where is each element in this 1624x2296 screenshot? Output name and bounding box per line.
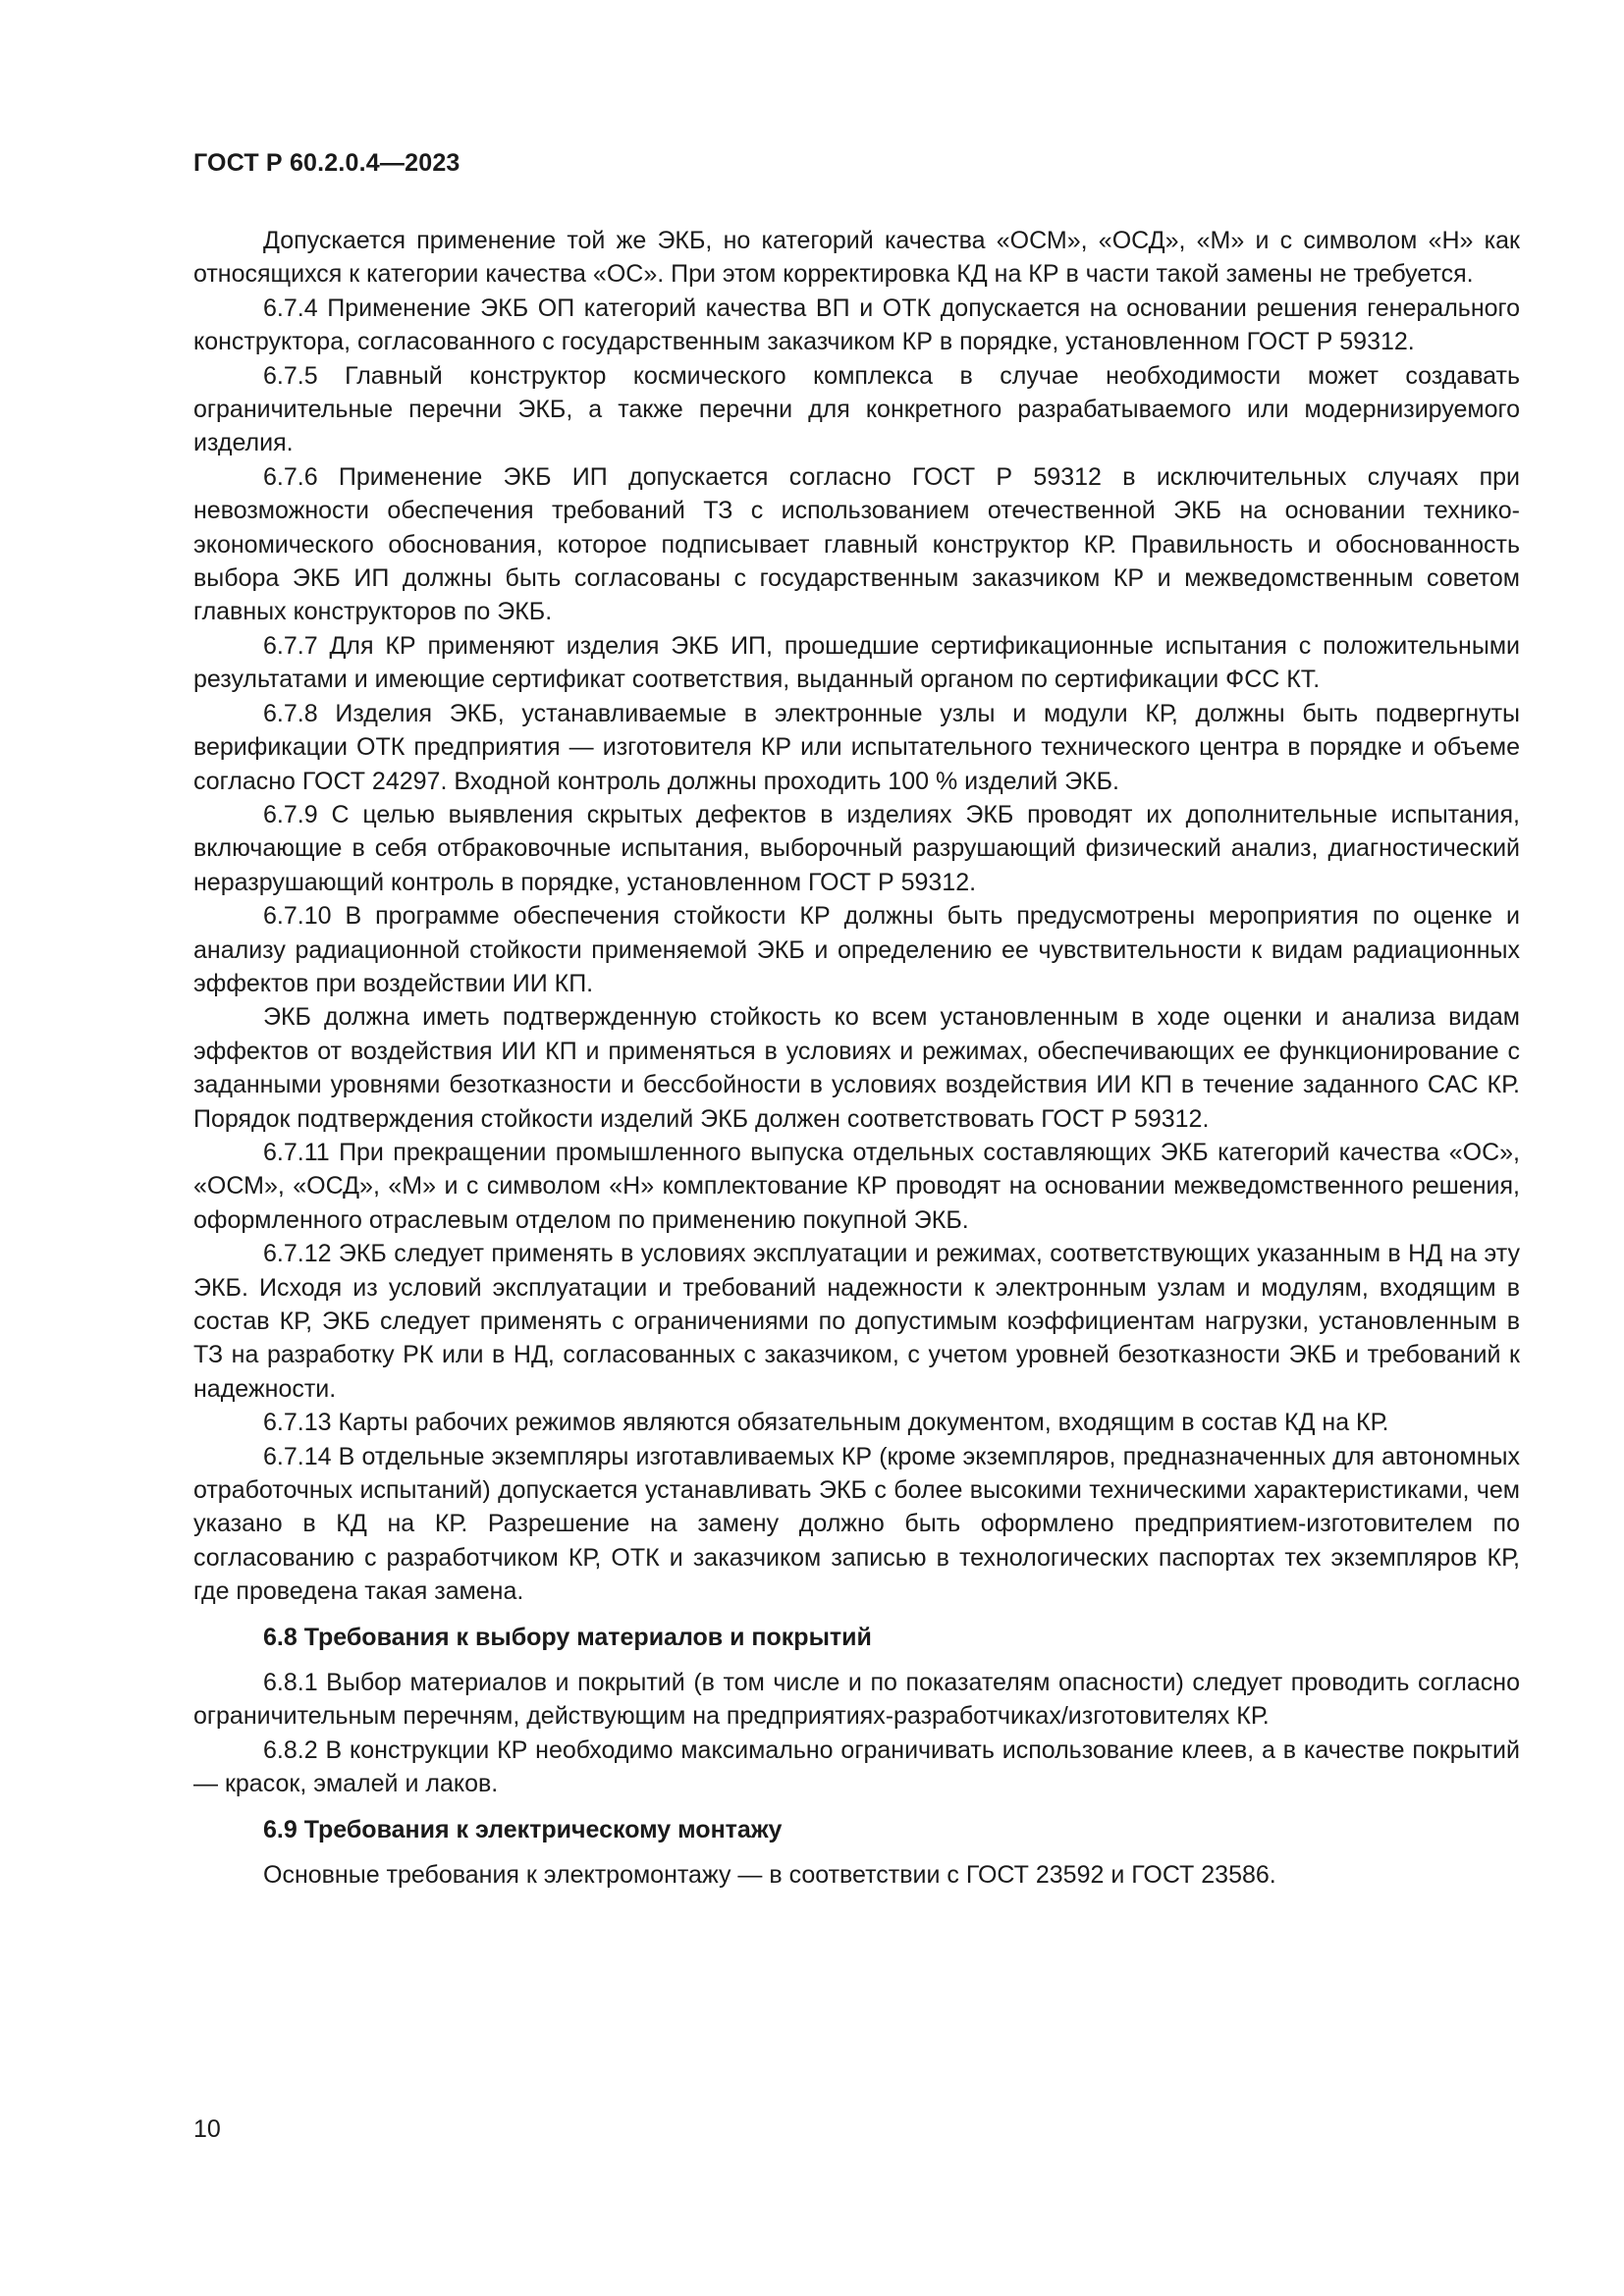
- paragraph-substitution: Допускается применение той же ЭКБ, но категорий качества «ОСМ», «ОСД», «М» и с символом «Н» как относящихся к категории качества «ОС». При этом корректировка КД на КР в части такой замены не требуется.: [193, 227, 1520, 289]
- paragraph-6-7-4: 6.7.4 Применение ЭКБ ОП категорий качества ВП и ОТК допускается на основании решения генерального конструктора, согласованного с государственным заказчиком КР в порядке, установленном ГОСТ Р 59312.: [193, 294, 1520, 356]
- document-header: ГОСТ Р 60.2.0.4—2023: [193, 149, 460, 177]
- paragraph-6-8-2: 6.8.2 В конструкции КР необходимо максимально ограничивать использование клеев, а в качестве покрытий — красок, эмалей и лаков.: [193, 1735, 1520, 1798]
- section-heading-6-8: 6.8 Требования к выбору материалов и покрытий: [263, 1623, 872, 1651]
- paragraph-6-7-8: 6.7.8 Изделия ЭКБ, устанавливаемые в электронные узлы и модули КР, должны быть подвергнуты верификации ОТК предприятия — изготовителя КР или испытательного технического центра в порядке и объеме согласно ГОСТ 24297. Входной контроль должны проходить 100 % изделий ЭКБ.: [193, 699, 1520, 795]
- paragraph-6-7-13: 6.7.13 Карты рабочих режимов являются обязательным документом, входящим в состав КД на КР.: [263, 1409, 1389, 1437]
- paragraph-6-7-14: 6.7.14 В отдельные экземпляры изготавливаемых КР (кроме экземпляров, предназначенных для автономных отработочных испытаний) допускается устанавливать ЭКБ с более высокими техническими характеристиками, чем указано в КД на КР. Разрешение на замену должно быть оформлено предприятием-изготовителем по согласованию с разработчиком КР, ОТК и заказчиком записью в технологических паспортах тех экземпляров КР, где проведена такая замена.: [193, 1442, 1520, 1606]
- paragraph-6-7-10: 6.7.10 В программе обеспечения стойкости КР должны быть предусмотрены мероприятия по оценке и анализу радиационной стойкости применяемой ЭКБ и определению ее чувствительности к видам радиационных эффектов при воздействии ИИ КП.: [193, 902, 1520, 997]
- paragraph-6-7-5: 6.7.5 Главный конструктор космического комплекса в случае необходимости может создавать ограничительные перечни ЭКБ, а также перечни для конкретного разрабатываемого или модернизируемого изделия.: [193, 361, 1520, 457]
- paragraph-6-7-7: 6.7.7 Для КР применяют изделия ЭКБ ИП, прошедшие сертификационные испытания с положительными результатами и имеющие сертификат соответствия, выданный органом по сертификации ФСС КТ.: [193, 631, 1520, 694]
- paragraph-6-8-1: 6.8.1 Выбор материалов и покрытий (в том числе и по показателям опасности) следует проводить согласно ограничительным перечням, действующим на предприятиях-разработчиках/изготовителях КР.: [193, 1669, 1520, 1731]
- section-heading-6-9: 6.9 Требования к электрическому монтажу: [263, 1815, 783, 1843]
- paragraph-6-7-9: 6.7.9 С целью выявления скрытых дефектов в изделиях ЭКБ проводят их дополнительные испытания, включающие в себя отбраковочные испытания, выборочный разрушающий физический анализ, диагностический неразрушающий контроль в порядке, установленном ГОСТ Р 59312.: [193, 800, 1520, 896]
- document-body: [193, 224, 1520, 1893]
- paragraph-6-7-6: 6.7.6 Применение ЭКБ ИП допускается согласно ГОСТ Р 59312 в исключительных случаях при невозможности обеспечения требований ТЗ с использованием отечественной ЭКБ на основании технико-экономического обоснования, которое подписывает главный конструктор КР. Правильность и обоснованность выбора ЭКБ ИП должны быть согласованы с государственным заказчиком КР и межведомственным советом главных конструкторов по ЭКБ.: [193, 462, 1520, 626]
- page-number: 10: [193, 2115, 221, 2143]
- paragraph-6-7-10-continued: ЭКБ должна иметь подтвержденную стойкость ко всем установленным в ходе оценки и анализа видам эффектов от воздействия ИИ КП и применяться в условиях и режимах, обеспечивающих ее функционирование с заданными уровнями безотказности и бессбойности в условиях воздействия ИИ КП в течение заданного САС КР. Порядок подтверждения стойкости изделий ЭКБ должен соответствовать ГОСТ Р 59312.: [193, 1003, 1520, 1133]
- paragraph-6-9: Основные требования к электромонтажу — в соответствии с ГОСТ 23592 и ГОСТ 23586.: [263, 1861, 1276, 1890]
- paragraph-6-7-11: 6.7.11 При прекращении промышленного выпуска отдельных составляющих ЭКБ категорий качества «ОС», «ОСМ», «ОСД», «М» и с символом «Н» комплектование КР проводят на основании межведомственного решения, оформленного отраслевым отделом по применению покупной ЭКБ.: [193, 1138, 1520, 1234]
- paragraph-6-7-12: 6.7.12 ЭКБ следует применять в условиях эксплуатации и режимах, соответствующих указанным в НД на эту ЭКБ. Исходя из условий эксплуатации и требований надежности к электронным узлам и модулям, входящим в состав КР, ЭКБ следует применять с ограничениями по допустимым коэффициентам нагрузки, установленным в ТЗ на разработку РК или в НД, согласованных с заказчиком, с учетом уровней безотказности ЭКБ и требований к надежности.: [193, 1240, 1520, 1403]
